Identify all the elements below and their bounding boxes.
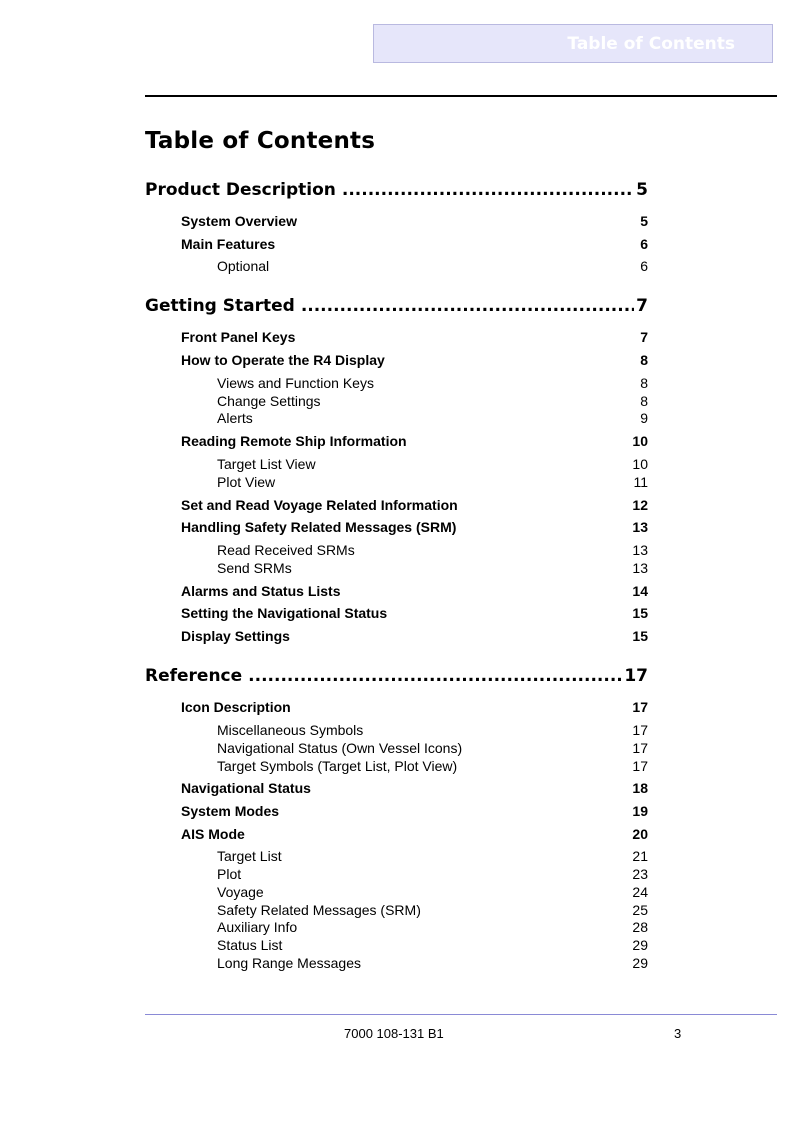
- toc-entry-page: 29: [632, 955, 648, 971]
- toc-entry-label: Navigational Status: [181, 780, 311, 796]
- toc-entry[interactable]: [181, 699, 648, 716]
- header-tab-label: Table of Contents: [567, 33, 735, 54]
- toc-entry-label: Safety Related Messages (SRM): [217, 902, 421, 918]
- toc-entry-page: 7: [640, 329, 648, 345]
- toc-entry-label: System Overview: [181, 213, 297, 229]
- toc-subentry[interactable]: [217, 258, 648, 275]
- toc-entry-page: 13: [632, 519, 648, 535]
- toc-entry-label: Target Symbols (Target List, Plot View): [217, 758, 458, 774]
- toc-section-title: Reference: [145, 666, 243, 686]
- toc-subentry[interactable]: [217, 919, 648, 936]
- toc-entry-page: 8: [640, 393, 648, 409]
- toc-entry[interactable]: [181, 213, 648, 230]
- toc-section-page: 5: [636, 180, 648, 200]
- toc-entry-label: Status List: [217, 937, 283, 953]
- toc-entry-page: 25: [632, 902, 648, 918]
- toc-entry-page: 24: [632, 884, 648, 900]
- toc-entry-page: 5: [640, 213, 648, 229]
- toc-entry-label: Alerts: [217, 410, 253, 426]
- dot-leader: [342, 180, 634, 200]
- toc-entry-page: 15: [632, 628, 648, 644]
- toc-section-product-description[interactable]: [145, 180, 648, 200]
- toc-entry-page: 8: [640, 352, 648, 368]
- toc-section-title: Product Description: [145, 180, 336, 200]
- toc-section-page: 7: [636, 296, 648, 316]
- footer-page-number: 3: [674, 1026, 682, 1041]
- toc-entry[interactable]: [181, 826, 648, 843]
- toc-subentry[interactable]: [217, 375, 648, 392]
- toc-subentry[interactable]: [217, 955, 648, 972]
- toc-entry-page: 20: [632, 826, 648, 842]
- footer-document-number: 7000 108-131 B1: [344, 1026, 444, 1041]
- toc-entry-label: Views and Function Keys: [217, 375, 374, 391]
- toc-entry-label: Reading Remote Ship Information: [181, 433, 407, 449]
- toc-entry[interactable]: [181, 236, 648, 253]
- toc-section-reference[interactable]: [145, 666, 648, 686]
- toc-entry-label: Optional: [217, 258, 270, 274]
- toc-subentry[interactable]: [217, 884, 648, 901]
- toc-entry-label: Target List View: [217, 456, 316, 472]
- toc-entry-label: Auxiliary Info: [217, 919, 298, 935]
- toc-entry-page: 17: [632, 699, 648, 715]
- toc-entry-label: Front Panel Keys: [181, 329, 296, 345]
- toc-entry-label: Long Range Messages: [217, 955, 361, 971]
- toc-entry-page: 29: [632, 937, 648, 953]
- page-title: Table of Contents: [145, 128, 376, 154]
- toc-entry-label: Target List: [217, 848, 282, 864]
- toc-section-getting-started[interactable]: [145, 296, 648, 316]
- toc-entry[interactable]: [181, 497, 648, 514]
- toc-entry-page: 17: [632, 740, 648, 756]
- toc-entry-label: How to Operate the R4 Display: [181, 352, 385, 368]
- toc-entry-page: 23: [632, 866, 648, 882]
- toc-entry-label: Miscellaneous Symbols: [217, 722, 364, 738]
- toc-entry-page: 14: [632, 583, 648, 599]
- toc-entry-page: 17: [632, 758, 648, 774]
- toc-entry-page: 15: [632, 605, 648, 621]
- toc-entry-label: Setting the Navigational Status: [181, 605, 388, 621]
- toc-subentry[interactable]: [217, 866, 648, 883]
- toc-entry[interactable]: [181, 583, 648, 600]
- toc-entry-label: Set and Read Voyage Related Information: [181, 497, 458, 513]
- toc-subentry[interactable]: [217, 848, 648, 865]
- toc-entry-page: 13: [632, 542, 648, 558]
- toc-section-title: Getting Started: [145, 296, 295, 316]
- toc-subentry[interactable]: [217, 560, 648, 577]
- toc-entry[interactable]: [181, 352, 648, 369]
- toc-entry-page: 18: [632, 780, 648, 796]
- toc-entry-label: Plot View: [217, 474, 276, 490]
- toc-subentry[interactable]: [217, 937, 648, 954]
- toc-entry-page: 28: [632, 919, 648, 935]
- toc-subentry[interactable]: [217, 410, 648, 427]
- toc-section-page: 17: [624, 666, 648, 686]
- toc-entry-label: Display Settings: [181, 628, 290, 644]
- toc-entry-label: AIS Mode: [181, 826, 245, 842]
- toc-entry[interactable]: [181, 519, 648, 536]
- toc-entry-label: Icon Description: [181, 699, 291, 715]
- toc-subentry[interactable]: [217, 722, 648, 739]
- toc-entry-page: 8: [640, 375, 648, 391]
- toc-entry-page: 13: [632, 560, 648, 576]
- toc-subentry[interactable]: [217, 474, 648, 491]
- toc-entry[interactable]: [181, 605, 648, 622]
- toc-subentry[interactable]: [217, 740, 648, 757]
- dot-leader: [301, 296, 634, 316]
- toc-entry[interactable]: [181, 628, 648, 645]
- toc-entry-label: Handling Safety Related Messages (SRM): [181, 519, 457, 535]
- toc-entry-page: 10: [632, 433, 648, 449]
- toc-entry-page: 10: [632, 456, 648, 472]
- toc-entry-page: 19: [632, 803, 648, 819]
- toc-entry-page: 17: [632, 722, 648, 738]
- toc-entry-label: Alarms and Status Lists: [181, 583, 341, 599]
- toc-entry-page: 12: [632, 497, 648, 513]
- toc-entry-page: 11: [633, 474, 648, 490]
- toc-entry-label: Read Received SRMs: [217, 542, 355, 558]
- toc-entry-label: Voyage: [217, 884, 264, 900]
- toc-subentry[interactable]: [217, 542, 648, 559]
- header-tab: [373, 24, 773, 63]
- toc-entry[interactable]: [181, 433, 648, 450]
- toc-entry[interactable]: [181, 780, 648, 797]
- toc-entry-label: Send SRMs: [217, 560, 292, 576]
- toc-entry-label: Plot: [217, 866, 242, 882]
- toc-entry-label: Main Features: [181, 236, 276, 252]
- toc-subentry[interactable]: [217, 393, 648, 410]
- dot-leader: [248, 666, 622, 686]
- top-divider: [145, 95, 777, 97]
- toc-entry-page: 6: [640, 236, 648, 252]
- toc-entry-label: Change Settings: [217, 393, 321, 409]
- toc-subentry[interactable]: [217, 902, 648, 919]
- toc-subentry[interactable]: [217, 758, 648, 775]
- footer-divider: [145, 1014, 777, 1015]
- toc-entry-page: 9: [640, 410, 648, 426]
- toc-entry[interactable]: [181, 329, 648, 346]
- toc-entry-label: System Modes: [181, 803, 280, 819]
- toc-subentry[interactable]: [217, 456, 648, 473]
- toc-entry-page: 21: [632, 848, 648, 864]
- toc-entry-page: 6: [640, 258, 648, 274]
- toc-entry[interactable]: [181, 803, 648, 820]
- toc-entry-label: Navigational Status (Own Vessel Icons): [217, 740, 463, 756]
